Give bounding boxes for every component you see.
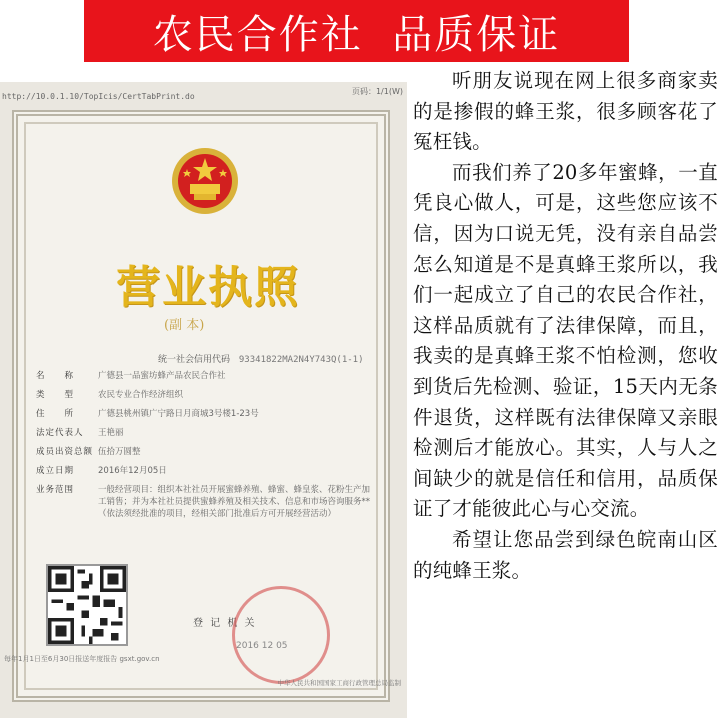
field-value: 王艳丽	[98, 428, 124, 438]
national-emblem-icon	[170, 146, 240, 216]
field-value: 一般经营项目：组织本社社员开展蜜蜂养殖、蜂蜜、蜂皇浆、花粉生产加工销售；并为本社社员提供蜜蜂养殖及相关技术、信息和市场咨询服务**（依法须经批准的项目，经相关部门批准后方可开展经营活动）	[98, 485, 371, 519]
field-value: 农民专业合作经济组织	[98, 390, 184, 400]
official-seal-icon	[232, 586, 330, 684]
field-label: 业务范围	[36, 485, 75, 495]
field-row	[36, 389, 376, 401]
business-license-photo	[0, 82, 407, 718]
credit-code-value: 93341822MA2N4Y743Q(1-1)	[238, 355, 364, 365]
qr-code-icon	[46, 564, 128, 646]
license-subtitle: (副 本)	[164, 318, 205, 333]
field-label: 类 型	[36, 390, 75, 400]
field-row	[36, 465, 376, 477]
field-label: 名 称	[36, 371, 75, 381]
story-paragraph: 而我们养了20多年蜜蜂，一直凭良心做人，可是，这些您应该不信，因为口说无凭，没有亲自品尝怎么知道是不是真蜂王浆所以，我们一起成立了自己的农民合作社，这样品质就有了法律保障，而且，我卖的是真蜂王浆不怕检测，您收到货后先检测、验证，15天内无条件退货，这样既有法律保障又亲眼检测后才能放心。其实，人与人之间缺少的就是信任和信用，品质保证了才能彼此心与心交流。	[413, 160, 718, 521]
registration-date: 2016 12 05	[236, 641, 288, 651]
story-text	[413, 66, 718, 586]
field-row	[36, 484, 376, 520]
field-row	[36, 446, 376, 458]
field-value: 伍拾万圆整	[98, 447, 141, 457]
license-footer-left: 每年1月1日至6月30日报送年度报告 gsxt.gov.cn	[4, 655, 160, 663]
credit-code-line	[158, 352, 364, 365]
license-fields	[36, 370, 376, 527]
field-row	[36, 370, 376, 382]
field-row	[36, 408, 376, 420]
field-value: 2016年12月05日	[98, 466, 167, 476]
page-label: 页码：1/1(W)	[351, 87, 403, 96]
registration-authority-label: 登 记 机 关	[193, 618, 257, 629]
credit-code-label: 统一社会信用代码	[158, 355, 231, 365]
license-title: 营业执照	[116, 262, 300, 313]
field-label: 住 所	[36, 409, 75, 419]
field-value: 广德县桃州镇广宁路日月商城3号楼1-23号	[98, 409, 259, 419]
field-label: 成员出资总额	[36, 447, 94, 457]
license-frame	[12, 110, 390, 702]
print-url: http://10.0.1.10/TopIcis/CertTabPrint.do	[2, 92, 195, 101]
story-paragraph: 听朋友说现在网上很多商家卖的是掺假的蜂王浆，很多顾客花了冤枉钱。	[413, 69, 718, 154]
promo-banner: 农民合作社 品质保证	[84, 0, 629, 62]
field-row	[36, 427, 376, 439]
field-label: 成立日期	[36, 466, 75, 476]
license-footer-right: 中华人民共和国国家工商行政管理总局监制	[277, 679, 401, 687]
field-label: 法定代表人	[36, 428, 84, 438]
field-value: 广德县一品蜜坊蜂产品农民合作社	[98, 371, 226, 381]
story-paragraph: 希望让您品尝到绿色皖南山区的纯蜂王浆。	[413, 527, 718, 582]
